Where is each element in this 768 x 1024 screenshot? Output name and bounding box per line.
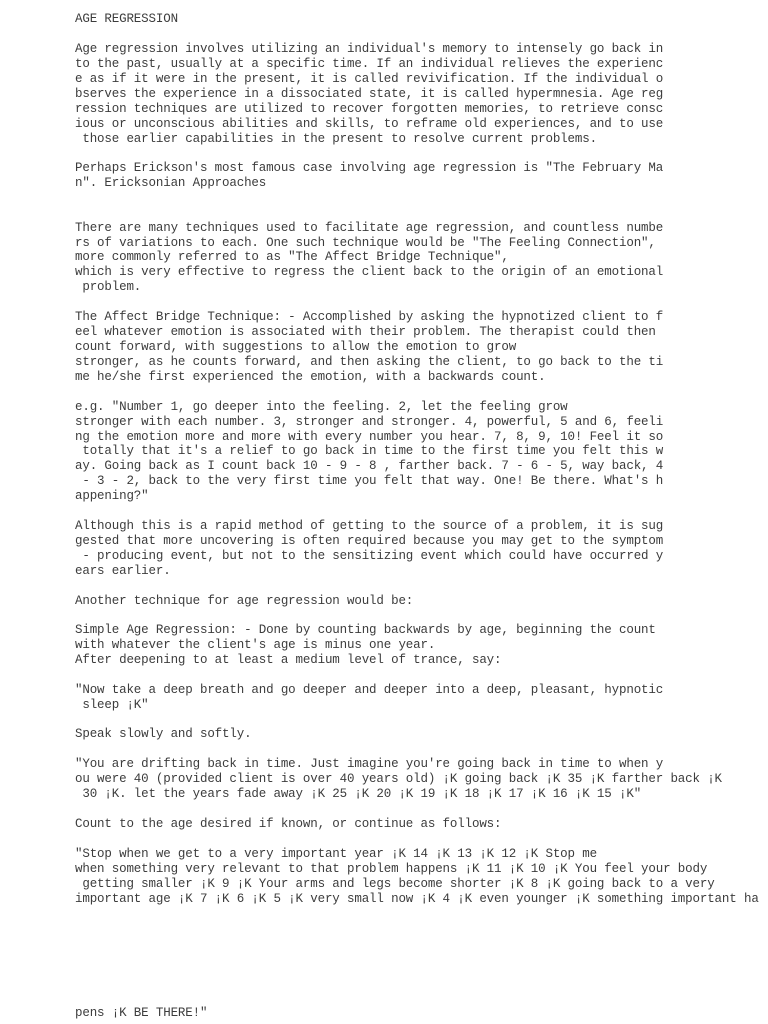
text-line: Another technique for age regression would be: <box>75 594 414 608</box>
text-line: ou were 40 (provided client is over 40 years old) ¡K going back ¡K 35 ¡K farther back ¡K <box>75 772 722 786</box>
text-line: when something very relevant to that problem happens ¡K 11 ¡K 10 ¡K You feel your body <box>75 862 708 876</box>
text-line: 30 ¡K. let the years fade away ¡K 25 ¡K 20 ¡K 19 ¡K 18 ¡K 17 ¡K 16 ¡K 15 ¡K" <box>75 787 642 801</box>
text-line: "Stop when we get to a very important year ¡K 14 ¡K 13 ¡K 12 ¡K Stop me <box>75 847 597 861</box>
text-line: ression techniques are utilized to recover forgotten memories, to retrieve consc <box>75 102 664 116</box>
text-line: - 3 - 2, back to the very first time you felt that way. One! Be there. What's h <box>75 474 664 488</box>
text-line: ay. Going back as I count back 10 - 9 - 8 , farther back. 7 - 6 - 5, way back, 4 <box>75 459 664 473</box>
text-line: Age regression involves utilizing an individual's memory to intensely go back in <box>75 42 664 56</box>
text-line: with whatever the client's age is minus one year. <box>75 638 436 652</box>
text-line: those earlier capabilities in the present to resolve current problems. <box>75 132 597 146</box>
text-line: pens ¡K BE THERE!" <box>75 1006 208 1020</box>
text-line: Count to the age desired if known, or continue as follows: <box>75 817 502 831</box>
text-line: to the past, usually at a specific time. If an individual relieves the experienc <box>75 57 664 71</box>
text-line: gested that more uncovering is often required because you may get to the symptom <box>75 534 664 548</box>
text-line: ears earlier. <box>75 564 171 578</box>
text-line: eel whatever emotion is associated with their problem. The therapist could then <box>75 325 656 339</box>
text-line: Perhaps Erickson's most famous case involving age regression is "The February Ma <box>75 161 664 175</box>
text-line: After deepening to at least a medium level of trance, say: <box>75 653 502 667</box>
text-line: "Now take a deep breath and go deeper and deeper into a deep, pleasant, hypnotic <box>75 683 664 697</box>
text-line: e.g. "Number 1, go deeper into the feeling. 2, let the feeling grow <box>75 400 568 414</box>
text-line: appening?" <box>75 489 149 503</box>
text-line: stronger with each number. 3, stronger and stronger. 4, powerful, 5 and 6, feeli <box>75 415 664 429</box>
text-line: The Affect Bridge Technique: - Accomplished by asking the hypnotized client to f <box>75 310 664 324</box>
text-line: totally that it's a relief to go back in time to the first time you felt this w <box>75 444 664 458</box>
text-line: getting smaller ¡K 9 ¡K Your arms and legs become shorter ¡K 8 ¡K going back to a very <box>75 877 715 891</box>
text-line: more commonly referred to as "The Affect Bridge Technique", <box>75 250 509 264</box>
text-line: bserves the experience in a dissociated state, it is called hypermnesia. Age reg <box>75 87 664 101</box>
text-line: There are many techniques used to facilitate age regression, and countless numbe <box>75 221 664 235</box>
text-line: which is very effective to regress the client back to the origin of an emotional <box>75 265 664 279</box>
text-line: rs of variations to each. One such technique would be "The Feeling Connection", <box>75 236 656 250</box>
text-line: important age ¡K 7 ¡K 6 ¡K 5 ¡K very small now ¡K 4 ¡K even younger ¡K something important ha <box>75 892 759 906</box>
document-title: AGE REGRESSION <box>75 12 178 26</box>
text-line: n". Ericksonian Approaches <box>75 176 267 190</box>
text-line: count forward, with suggestions to allow the emotion to grow <box>75 340 517 354</box>
text-line: ng the emotion more and more with every number you hear. 7, 8, 9, 10! Feel it so <box>75 430 664 444</box>
text-line: me he/she first experienced the emotion, with a backwards count. <box>75 370 546 384</box>
text-line: Although this is a rapid method of getting to the source of a problem, it is sug <box>75 519 664 533</box>
text-line: Speak slowly and softly. <box>75 727 252 741</box>
text-line: ious or unconscious abilities and skills, to reframe old experiences, and to use <box>75 117 664 131</box>
text-line: "You are drifting back in time. Just imagine you're going back in time to when y <box>75 757 664 771</box>
text-line: - producing event, but not to the sensitizing event which could have occurred y <box>75 549 664 563</box>
text-line: Simple Age Regression: - Done by counting backwards by age, beginning the count <box>75 623 656 637</box>
text-line: sleep ¡K" <box>75 698 149 712</box>
text-line: stronger, as he counts forward, and then asking the client, to go back to the ti <box>75 355 664 369</box>
text-line: problem. <box>75 280 142 294</box>
text-line: e as if it were in the present, it is called revivification. If the individual o <box>75 72 664 86</box>
